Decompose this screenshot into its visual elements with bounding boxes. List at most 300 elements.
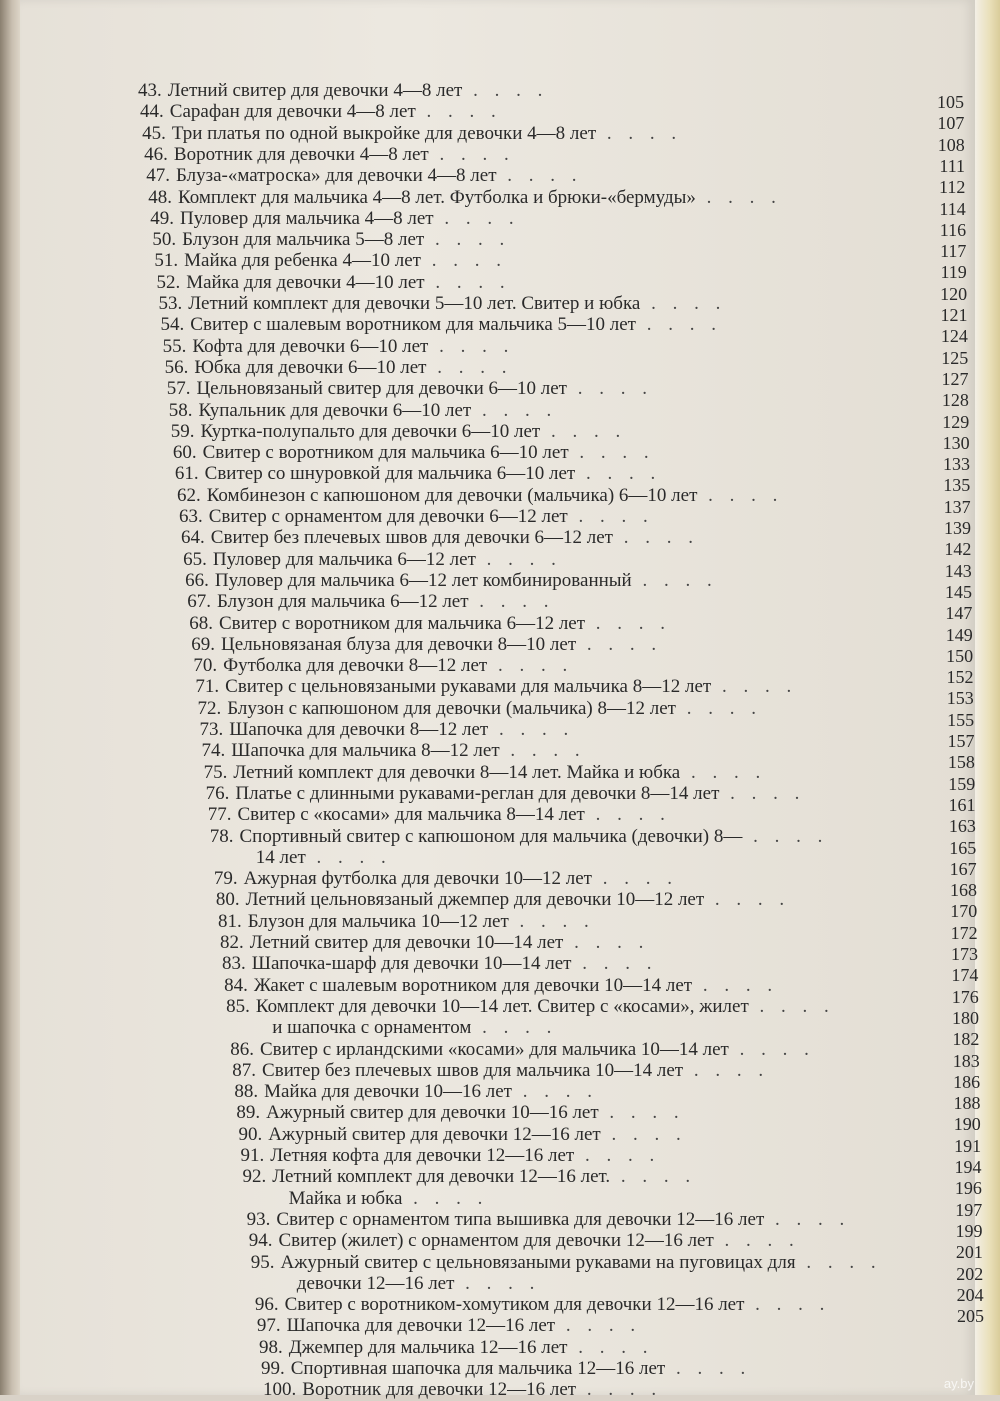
toc-entry	[238, 1124, 686, 1146]
toc-entry-number: 73.	[200, 719, 224, 741]
toc-entry-number: 69.	[191, 634, 215, 656]
toc-page-number: 108	[921, 135, 965, 155]
toc-leader-dots: . . . .	[796, 1252, 882, 1273]
toc-entry	[234, 1081, 598, 1103]
toc-page-number: 116	[922, 220, 966, 240]
toc-page-number: 158	[931, 752, 975, 772]
toc-page-number: 143	[928, 561, 972, 581]
toc-leader-dots: . . . .	[567, 1337, 653, 1358]
toc-entry-title: Свитер со шнуровкой для мальчика 6—10 лет	[205, 463, 576, 484]
toc-page-number: 186	[936, 1072, 980, 1092]
toc-leader-dots: . . . .	[434, 208, 520, 229]
toc-entry	[169, 400, 558, 422]
toc-entry-title: Платье с длинными рукавами-реглан для девочки 8—14 лет	[235, 783, 719, 804]
toc-leader-dots: . . . .	[500, 740, 586, 761]
toc-leader-dots: . . . .	[509, 911, 595, 932]
toc-entry-title: Воротник для девочки 12—16 лет	[302, 1379, 576, 1400]
toc-entry	[247, 1209, 851, 1231]
toc-entry	[214, 868, 678, 890]
toc-entry-number: 50.	[152, 229, 176, 251]
toc-entry	[142, 123, 682, 145]
toc-leader-dots: . . . .	[425, 272, 511, 293]
toc-entry-number: 87.	[232, 1060, 256, 1082]
toc-entry	[195, 676, 797, 698]
toc-leader-dots: . . . .	[613, 527, 699, 548]
toc-leader-dots: . . . .	[487, 655, 573, 676]
toc-page-number: 157	[931, 731, 975, 751]
toc-entry-title: Футболка для девочки 8—12 лет	[223, 655, 487, 676]
toc-page-number: 114	[922, 199, 966, 219]
toc-entry	[181, 527, 699, 549]
toc-page-number: 152	[929, 667, 973, 687]
toc-entry-number: 83.	[222, 953, 246, 975]
toc-leader-dots: . . . .	[471, 400, 557, 421]
toc-page-number: 139	[927, 518, 971, 538]
toc-entry	[189, 613, 671, 635]
toc-entry-title: Майка для ребенка 4—10 лет	[184, 250, 421, 271]
toc-leader-dots: . . . .	[469, 591, 555, 612]
toc-entry	[146, 165, 582, 187]
toc-entry-number: 82.	[220, 932, 244, 954]
toc-entry	[241, 1145, 661, 1167]
toc-entry-number: 49.	[150, 208, 174, 230]
toc-entry-title: Ажурный свитер с цельновязаными рукавами на пуговицах для	[281, 1252, 796, 1273]
toc-entry-title: Летний свитер для девочки 10—14 лет	[250, 932, 564, 953]
toc-leader-dots: . . . .	[471, 1017, 557, 1038]
toc-page-number: 190	[937, 1114, 981, 1134]
toc-page-number: 105	[920, 92, 964, 112]
toc-entry-title: Шапочка для девочки 8—12 лет	[229, 719, 488, 740]
toc-entry-title: Блузон для мальчика 6—12 лет	[217, 591, 469, 612]
toc-entry	[193, 655, 573, 677]
toc-page-number: 188	[936, 1093, 980, 1113]
toc-page-number: 155	[930, 710, 974, 730]
toc-entry-number: 88.	[234, 1081, 258, 1103]
toc-entry-title: Цельновязаный свитер для девочки 6—10 лет	[196, 378, 567, 399]
toc-page-number: 205	[940, 1306, 984, 1326]
toc-entry-title: Комплект для мальчика 4—8 лет. Футболка и брюки-«бермуды»	[178, 187, 696, 208]
toc-entry-number: 45.	[142, 123, 166, 145]
toc-entry	[177, 485, 783, 507]
toc-page-number: 180	[935, 1008, 979, 1028]
toc-entry-title: Воротник для девочки 4—8 лет	[174, 144, 429, 165]
toc-entry-title: Кофта для девочки 6—10 лет	[192, 336, 428, 357]
toc-entry-title: 14 лет	[256, 847, 306, 868]
toc-entry-title: Свитер (жилет) с орнаментом для девочки 12—16 лет	[278, 1230, 713, 1251]
toc-page-number: 202	[939, 1264, 983, 1284]
toc-page-number: 150	[929, 646, 973, 666]
toc-entry-title: Ажурный свитер для девочки 10—16 лет	[266, 1102, 599, 1123]
toc-entry	[144, 144, 515, 166]
toc-entry-title: Пуловер для мальчика 4—8 лет	[180, 208, 434, 229]
toc-entry-title: Свитер без плечевых швов для мальчика 10—14 лет	[262, 1060, 683, 1081]
toc-entry-title: Свитер с орнаментом для девочки 6—12 лет	[209, 506, 568, 527]
toc-page-number: 119	[923, 262, 967, 282]
toc-entry-number: 53.	[159, 293, 183, 315]
toc-leader-dots: . . . .	[569, 442, 655, 463]
toc-entry	[224, 975, 778, 997]
toc-page-number: 191	[937, 1136, 981, 1156]
toc-entry-number: 57.	[167, 378, 191, 400]
toc-entry-title: Ажурный свитер для девочки 12—16 лет	[268, 1124, 601, 1145]
toc-entry	[206, 783, 806, 805]
toc-entry-title: Пуловер для мальчика 6—12 лет	[213, 549, 476, 570]
toc-entry-number: 48.	[148, 187, 172, 209]
toc-entry	[173, 442, 655, 464]
toc-entry	[249, 1230, 800, 1252]
toc-entry-title: Майка для девочки 10—16 лет	[264, 1081, 512, 1102]
toc-entry-title: Летний комплект для девочки 12—16 лет.	[272, 1166, 610, 1187]
toc-entry-number: 66.	[185, 570, 209, 592]
toc-page-number: 174	[934, 965, 978, 985]
toc-entry	[200, 719, 575, 741]
toc-entry	[251, 1252, 882, 1274]
toc-leader-dots: . . . .	[696, 187, 782, 208]
toc-entry	[232, 1060, 769, 1082]
toc-entry	[154, 250, 507, 272]
toc-entry-number: 44.	[140, 101, 164, 123]
toc-entry-title: Свитер с ирландскими «косами» для мальчика 10—14 лет	[260, 1039, 729, 1060]
toc-entry	[230, 1039, 815, 1061]
toc-entry-number: 67.	[187, 591, 211, 613]
toc-leader-dots: . . . .	[402, 1188, 488, 1209]
toc-leader-dots: . . . .	[512, 1081, 598, 1102]
toc-page-number: 196	[938, 1178, 982, 1198]
toc-entry-number: 84.	[224, 975, 248, 997]
toc-page-number: 107	[920, 113, 964, 133]
toc-entry-title: Три платья по одной выкройке для девочки 4—8 лет	[172, 123, 596, 144]
toc-leader-dots: . . . .	[697, 485, 783, 506]
toc-leader-dots: . . . .	[636, 314, 722, 335]
toc-entry	[243, 1166, 697, 1188]
toc-entry-number: 92.	[243, 1166, 267, 1188]
toc-entry	[220, 932, 649, 954]
toc-entry-number: 63.	[179, 506, 203, 528]
toc-entry-number: 80.	[216, 889, 240, 911]
toc-entry	[152, 229, 510, 251]
toc-entry	[226, 996, 835, 1018]
toc-entry-number: 72.	[197, 698, 221, 720]
toc-entry-number: 58.	[169, 400, 193, 422]
toc-leader-dots: . . . .	[744, 1294, 830, 1315]
toc-entry-title: Свитер с воротником для мальчика 6—12 лет	[219, 613, 585, 634]
toc-entry-number: 93.	[247, 1209, 271, 1231]
toc-entry-number: 97.	[257, 1315, 281, 1337]
toc-entry	[283, 1188, 489, 1210]
toc-entry-number: 100.	[263, 1379, 296, 1401]
toc-leader-dots: . . . .	[567, 378, 653, 399]
toc-entry-number: 60.	[173, 442, 197, 464]
toc-entry-title: Летний комплект для девочки 5—10 лет. Свитер и юбка	[188, 293, 640, 314]
toc-leader-dots: . . . .	[714, 1230, 800, 1251]
toc-entry-number: 99.	[261, 1358, 285, 1380]
toc-leader-dots: . . . .	[576, 1379, 662, 1400]
toc-leader-dots: . . . .	[665, 1358, 751, 1379]
toc-entry-title: Цельновязаная блуза для девочки 8—10 лет	[221, 634, 576, 655]
toc-leader-dots: . . . .	[676, 698, 762, 719]
toc-entry-number: 65.	[183, 549, 207, 571]
toc-entry	[210, 826, 829, 848]
toc-entry-number: 46.	[144, 144, 168, 166]
toc-entry-number: 79.	[214, 868, 238, 890]
toc-entry-number: 61.	[175, 463, 199, 485]
toc-entry-number: 81.	[218, 911, 242, 933]
toc-entry-title: Ажурная футболка для девочки 10—12 лет	[244, 868, 592, 889]
toc-entry-title: Свитер без плечевых швов для девочки 6—12 лет	[211, 527, 613, 548]
toc-entry	[167, 378, 653, 400]
toc-leader-dots: . . . .	[497, 165, 583, 186]
toc-entry-number: 76.	[206, 783, 230, 805]
toc-entry	[197, 698, 762, 720]
toc-page-number: 183	[936, 1051, 980, 1071]
toc-entry-title: Комплект для девочки 10—14 лет. Свитер с «косами», жилет	[256, 996, 749, 1017]
toc-page-number: 120	[923, 284, 967, 304]
toc-leader-dots: . . . .	[306, 847, 392, 868]
toc-entry-title: Спортивный свитер с капюшоном для мальчика (девочки) 8—	[240, 826, 743, 847]
toc-page-number: 145	[928, 582, 972, 602]
toc-entry-number: 85.	[226, 996, 250, 1018]
toc-page-number: 117	[922, 241, 966, 261]
toc-page-number: 111	[921, 156, 965, 176]
toc-leader-dots: . . . .	[599, 1102, 685, 1123]
toc-entry	[236, 1102, 684, 1124]
toc-entry-number: 96.	[255, 1294, 279, 1316]
toc-page-number: 170	[933, 901, 977, 921]
toc-entry-number: 68.	[189, 613, 213, 635]
toc-entry	[138, 80, 548, 102]
toc-leader-dots: . . . .	[729, 1039, 815, 1060]
toc-page-number: 153	[930, 688, 974, 708]
toc-entry-number: 90.	[238, 1124, 262, 1146]
toc-leader-dots: . . . .	[764, 1209, 850, 1230]
toc-entry	[263, 1379, 662, 1401]
watermark: ay.by	[944, 1376, 974, 1391]
toc-leader-dots: . . . .	[632, 570, 718, 591]
toc-leader-dots: . . . .	[575, 463, 661, 484]
toc-page-number: 176	[935, 987, 979, 1007]
toc-leader-dots: . . . .	[610, 1166, 696, 1187]
toc-entry	[150, 208, 519, 230]
toc-entry-title: Свитер с орнаментом типа вышивка для девочки 12—16 лет	[276, 1209, 764, 1230]
toc-entry-number: 95.	[251, 1252, 275, 1274]
toc-page-number: 121	[924, 305, 968, 325]
toc-entry-number: 91.	[241, 1145, 265, 1167]
toc-entry	[222, 953, 657, 975]
toc-entry-title: Летний комплект для девочки 8—14 лет. Майка и юбка	[233, 762, 680, 783]
toc-leader-dots: . . . .	[596, 123, 682, 144]
toc-entry-title: девочки 12—16 лет	[297, 1273, 455, 1294]
toc-leader-dots: . . . .	[424, 229, 510, 250]
toc-page-number: 161	[932, 795, 976, 815]
toc-entry-number: 59.	[171, 421, 195, 443]
toc-entry-number: 86.	[230, 1039, 254, 1061]
toc-entry	[218, 911, 595, 933]
toc-entry	[202, 740, 586, 762]
toc-entry	[187, 591, 554, 613]
toc-entry-title: Блузон с капюшоном для девочки (мальчика) 8—12 лет	[227, 698, 676, 719]
toc-entry-number: 47.	[146, 165, 170, 187]
toc-page-number: 130	[926, 433, 970, 453]
toc-entry-number: 54.	[161, 314, 185, 336]
toc-page-number: 129	[925, 412, 969, 432]
toc-leader-dots: . . . .	[421, 250, 507, 271]
toc-leader-dots: . . . .	[462, 80, 548, 101]
toc-entry-title: Блузон для мальчика 5—8 лет	[182, 229, 424, 250]
toc-page-number: 149	[929, 625, 973, 645]
toc-leader-dots: . . . .	[601, 1124, 687, 1145]
toc-entry	[171, 421, 626, 443]
toc-leader-dots: . . . .	[592, 868, 678, 889]
toc-entry-number: 74.	[202, 740, 226, 762]
toc-page-number: 199	[939, 1221, 983, 1241]
toc-entry-title: Джемпер для мальчика 12—16 лет	[289, 1337, 568, 1358]
toc-entry-number: 98.	[259, 1337, 283, 1359]
toc-entry	[156, 272, 510, 294]
toc-leader-dots: . . . .	[683, 1060, 769, 1081]
toc-leader-dots: . . . .	[640, 293, 726, 314]
toc-leader-dots: . . . .	[742, 826, 828, 847]
toc-entry-number: 51.	[154, 250, 178, 272]
toc-entry-title: Комбинезон с капюшоном для девочки (мальчика) 6—10 лет	[207, 485, 698, 506]
toc-leader-dots: . . . .	[540, 421, 626, 442]
toc-entry-title: Свитер с воротником-хомутиком для девочки 12—16 лет	[285, 1294, 745, 1315]
toc-entry-title: Летняя кофта для девочки 12—16 лет	[270, 1145, 574, 1166]
toc-page-number: 137	[927, 497, 971, 517]
toc-entry-title: Спортивная шапочка для мальчика 12—16 лет	[291, 1358, 665, 1379]
toc-entry	[179, 506, 654, 528]
toc-leader-dots: . . . .	[680, 762, 766, 783]
toc-entry-number: 56.	[165, 357, 189, 379]
toc-entry	[183, 549, 562, 571]
toc-entry	[204, 762, 767, 784]
toc-entry	[291, 1273, 541, 1295]
toc-entry-title: Жакет с шалевым воротником для девочки 10—14 лет	[254, 975, 692, 996]
toc-entry-title: и шапочка с орнаментом	[272, 1017, 471, 1038]
toc-leader-dots: . . . .	[704, 889, 790, 910]
toc-entry-title: Свитер с цельновязаными рукавами для мальчика 8—12 лет	[225, 676, 711, 697]
toc-entry-number: 52.	[156, 272, 180, 294]
toc-leader-dots: . . . .	[563, 932, 649, 953]
toc-page-number: 194	[938, 1157, 982, 1177]
toc-entry-title: Блуза-«матроска» для девочки 4—8 лет	[176, 165, 497, 186]
toc-entry-number: 89.	[236, 1102, 260, 1124]
toc-entry-title: Куртка-полупальто для девочки 6—10 лет	[201, 421, 541, 442]
toc-page-number: 201	[939, 1242, 983, 1262]
toc-entry-title: Майка и юбка	[289, 1188, 403, 1209]
toc-page-number: 163	[932, 816, 976, 836]
toc-entry	[165, 357, 513, 379]
toc-leader-dots: . . . .	[488, 719, 574, 740]
toc-leader-dots: . . . .	[585, 613, 671, 634]
toc-page-number: 147	[928, 603, 972, 623]
toc-entry	[175, 463, 661, 485]
toc-entry	[163, 336, 515, 358]
toc-page-number: 112	[921, 177, 965, 197]
toc-entry	[159, 293, 727, 315]
toc-entry	[185, 570, 718, 592]
toc-page-number: 165	[932, 838, 976, 858]
toc-leader-dots: . . . .	[749, 996, 835, 1017]
toc-leader-dots: . . . .	[454, 1273, 540, 1294]
toc-leader-dots: . . . .	[571, 953, 657, 974]
toc-entry-number: 71.	[195, 676, 219, 698]
toc-leader-dots: . . . .	[711, 676, 797, 697]
toc-leader-dots: . . . .	[429, 144, 515, 165]
toc-entry-number: 75.	[204, 762, 228, 784]
toc-page-number: 197	[938, 1200, 982, 1220]
toc-entry	[161, 314, 722, 336]
toc-entry-title: Сарафан для девочки 4—8 лет	[170, 101, 416, 122]
toc-entry-title: Шапочка для девочки 12—16 лет	[287, 1315, 555, 1336]
toc-entry	[266, 1017, 557, 1039]
toc-entry	[216, 889, 790, 911]
toc-page-number: 135	[926, 475, 970, 495]
toc-entry	[255, 1294, 831, 1316]
toc-leader-dots: . . . .	[555, 1315, 641, 1336]
toc-page-number: 128	[925, 390, 969, 410]
toc-entry-title: Купальник для девочки 6—10 лет	[199, 400, 472, 421]
toc-leader-dots: . . . .	[568, 506, 654, 527]
toc-leader-dots: . . . .	[428, 336, 514, 357]
toc-entry-number: 94.	[249, 1230, 273, 1252]
toc-page-number: 172	[934, 923, 978, 943]
toc-entry	[148, 187, 782, 209]
toc-page-number: 168	[933, 880, 977, 900]
toc-entry	[140, 101, 502, 123]
toc-entry-number: 77.	[208, 804, 232, 826]
toc-entry	[259, 1337, 654, 1359]
toc-page-number: 204	[940, 1285, 984, 1305]
toc-page-number: 182	[935, 1029, 979, 1049]
toc-entry-number: 43.	[138, 80, 162, 102]
toc-entry	[208, 804, 671, 826]
toc-entry	[261, 1358, 751, 1380]
toc-entry-number: 55.	[163, 336, 187, 358]
toc-leader-dots: . . . .	[576, 634, 662, 655]
toc-page-number: 127	[925, 369, 969, 389]
toc-entry-title: Свитер с шалевым воротником для мальчика 5—10 лет	[190, 314, 636, 335]
toc-entry-title: Шапочка для мальчика 8—12 лет	[231, 740, 499, 761]
toc-entry-title: Блузон для мальчика 10—12 лет	[248, 911, 509, 932]
toc-entry-title: Пуловер для мальчика 6—12 лет комбинированный	[215, 570, 632, 591]
toc-entry-title: Шапочка-шарф для девочки 10—14 лет	[252, 953, 572, 974]
toc-page-number: 159	[931, 774, 975, 794]
toc-entry-title: Летний свитер для девочки 4—8 лет	[168, 80, 463, 101]
toc-entry-title: Летний цельновязаный джемпер для девочки 10—12 лет	[246, 889, 705, 910]
toc-entry	[257, 1315, 641, 1337]
toc-leader-dots: . . . .	[692, 975, 778, 996]
toc-entry-title: Свитер с воротником для мальчика 6—10 лет	[203, 442, 569, 463]
toc-leader-dots: . . . .	[719, 783, 805, 804]
toc-leader-dots: . . . .	[574, 1145, 660, 1166]
toc-page-number: 142	[927, 539, 971, 559]
toc-page-number: 167	[933, 859, 977, 879]
toc-page-number: 124	[924, 326, 968, 346]
toc-entry-title: Свитер с «косами» для мальчика 8—14 лет	[237, 804, 584, 825]
toc-leader-dots: . . . .	[416, 101, 502, 122]
toc-entry-number: 78.	[210, 826, 234, 848]
toc-leader-dots: . . . .	[585, 804, 671, 825]
toc-entry-number: 62.	[177, 485, 201, 507]
toc-entry-number: 70.	[193, 655, 217, 677]
toc-leader-dots: . . . .	[476, 549, 562, 570]
toc-leader-dots: . . . .	[426, 357, 512, 378]
toc-page-number: 173	[934, 944, 978, 964]
toc-page-number: 133	[926, 454, 970, 474]
toc-entry-number: 64.	[181, 527, 205, 549]
toc-entry	[250, 847, 392, 869]
toc-entry-title: Майка для девочки 4—10 лет	[186, 272, 424, 293]
